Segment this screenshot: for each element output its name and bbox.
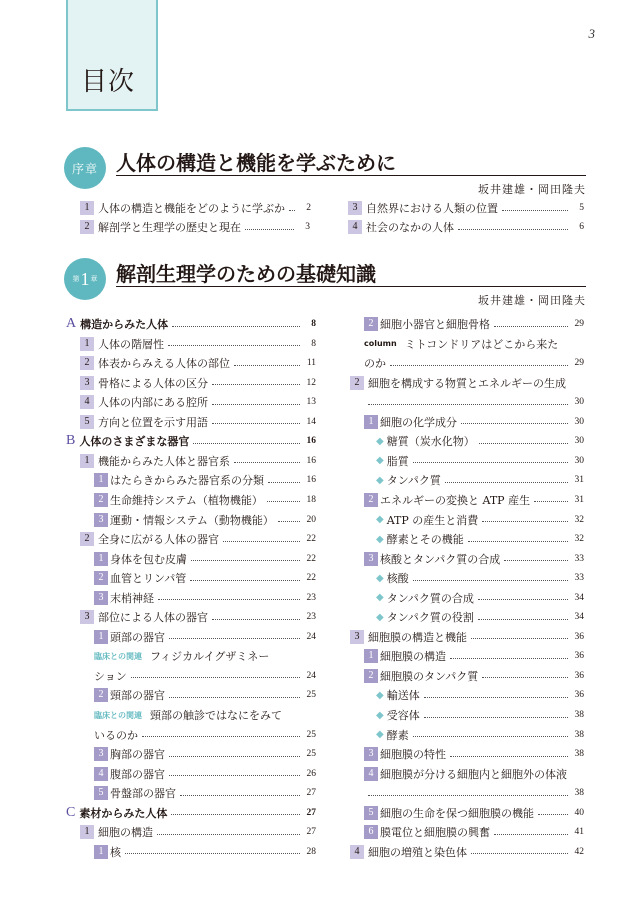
leader-dots — [413, 580, 568, 581]
entry-label: 核酸 — [386, 572, 409, 586]
leader-dots — [212, 619, 300, 620]
section-letter: B — [66, 433, 76, 449]
entry-label: 糖質（炭水化物） — [386, 435, 475, 449]
entry-label: タンパク質の役割 — [386, 611, 474, 625]
leader-dots — [267, 501, 300, 502]
leader-dots — [482, 521, 568, 522]
leader-dots — [445, 482, 568, 483]
entry-page: 42 — [574, 846, 584, 857]
leader-dots — [158, 599, 300, 600]
entry-label: タンパク質 — [386, 474, 441, 488]
leader-dots — [289, 210, 295, 211]
entry-page: 30 — [574, 416, 584, 427]
entry-label: エネルギーの変換と ATP 産生 — [380, 493, 531, 507]
diamond-bullet-icon: ◆ — [376, 474, 384, 486]
clinical-tag: 臨床との関連 — [94, 651, 142, 661]
diamond-bullet-icon: ◆ — [376, 729, 384, 741]
toc-entry-sub[interactable] — [94, 745, 316, 763]
entry-number: 1 — [80, 454, 94, 468]
chapter-badge: 第 1 章 — [64, 258, 106, 300]
toc-entry-clinical[interactable] — [94, 647, 316, 665]
toc-entry-sub[interactable] — [364, 823, 584, 841]
leader-dots — [468, 541, 568, 542]
entry-page: 30 — [574, 436, 584, 447]
toc-entry-sub[interactable] — [364, 765, 584, 783]
toc-entry-cont[interactable] — [364, 354, 584, 372]
leader-dots — [424, 717, 568, 718]
entry-label: 細胞膜の構造 — [380, 650, 446, 664]
entry-page: 16 — [306, 455, 316, 466]
diamond-bullet-icon: ◆ — [376, 611, 384, 623]
entry-label: 血管とリンパ管 — [110, 572, 187, 586]
entry-label: 方向と位置を示す用語 — [98, 415, 208, 429]
diamond-bullet-icon: ◆ — [376, 572, 384, 584]
entry-page: 5 — [579, 203, 584, 213]
entry-label: 受容体 — [386, 709, 420, 722]
entry-page: 36 — [574, 670, 584, 681]
toc-entry-sub[interactable] — [94, 686, 316, 704]
toc-entry-sub[interactable] — [94, 589, 316, 607]
entry-page: 31 — [574, 494, 584, 505]
toc-entry-item[interactable] — [80, 374, 316, 392]
toc-entry-item[interactable] — [80, 335, 316, 353]
entry-label: 運動・情報システム（動物機能） — [110, 513, 274, 527]
entry-number: 3 — [80, 610, 94, 624]
entry-page: 6 — [579, 222, 584, 232]
entry-label: 構造からみた人体 — [80, 318, 169, 331]
toc-entry-sub[interactable] — [364, 745, 584, 763]
entry-page: 38 — [574, 729, 584, 740]
entry-number: 1 — [80, 337, 94, 351]
entry-label: 解剖学と生理学の歴史と現在 — [98, 221, 241, 234]
leader-dots — [180, 795, 300, 796]
toc-entry-dia[interactable] — [376, 569, 584, 587]
subentry-number: 4 — [364, 767, 378, 781]
subentry-number: 3 — [94, 591, 108, 605]
entry-page: 20 — [306, 514, 316, 525]
entry-page: 27 — [306, 807, 316, 818]
chapter-title: 人体の構造と機能を学ぶために — [116, 151, 396, 175]
toc-entry-dia[interactable] — [376, 511, 584, 529]
entry-label: 末梢神経 — [110, 591, 154, 605]
entry-number: 4 — [350, 845, 364, 859]
toc-entry-sub[interactable] — [94, 569, 316, 587]
entry-label: ション — [94, 669, 127, 683]
toc-entry-item[interactable] — [80, 452, 316, 470]
toc-entry-sub[interactable] — [94, 491, 316, 509]
entry-label: いるのか — [94, 728, 138, 742]
leader-dots — [534, 501, 568, 502]
entry-number: 2 — [350, 376, 364, 390]
entry-page: 8 — [311, 319, 316, 329]
leader-dots — [413, 736, 568, 737]
leader-dots — [368, 404, 568, 405]
leader-dots — [142, 736, 300, 737]
toc-entry-dia[interactable] — [376, 726, 584, 744]
leader-dots — [278, 521, 300, 522]
toc-entry-dia[interactable] — [376, 686, 584, 704]
leader-dots — [390, 365, 568, 366]
entry-page: 16 — [306, 436, 316, 447]
toc-entry[interactable] — [348, 218, 584, 236]
entry-page: 24 — [306, 631, 316, 642]
toc-entry-item[interactable] — [80, 530, 316, 548]
entry-label: 細胞の構造 — [98, 826, 153, 840]
entry-label: 脂質 — [386, 454, 409, 468]
entry-label: ATP の産生と消費 — [386, 513, 479, 527]
entry-page: 29 — [574, 358, 584, 369]
entry-label: 生命維持システム（植物機能） — [110, 493, 263, 507]
entry-number: 2 — [80, 532, 94, 546]
entry-number: 1 — [80, 201, 94, 215]
entry-page: 22 — [306, 534, 316, 545]
toc-entry-sub[interactable] — [94, 628, 316, 646]
subentry-number: 3 — [364, 552, 378, 566]
toc-entry-dia[interactable] — [376, 432, 584, 450]
entry-label: 細胞を構成する物質とエネルギーの生成 — [368, 376, 566, 390]
leader-dots — [413, 462, 568, 463]
entry-label: 身体を包む皮膚 — [110, 552, 187, 566]
leader-dots — [368, 795, 568, 796]
toc-entry-sub[interactable] — [94, 765, 316, 783]
entry-label: 細胞膜の構造と機能 — [368, 630, 467, 644]
entry-page: 12 — [306, 377, 316, 388]
entry-page: 33 — [574, 573, 584, 584]
entry-label: タンパク質の合成 — [386, 591, 474, 605]
toc-entry-section[interactable] — [66, 804, 316, 822]
chapter-intro-heading — [64, 147, 586, 197]
leader-dots — [482, 677, 568, 678]
toc-entry-item[interactable] — [350, 374, 584, 392]
entry-label: 人体の階層性 — [98, 337, 164, 351]
leader-dots — [157, 834, 300, 835]
entry-label: 細胞小器官と細胞骨格 — [380, 318, 490, 331]
subentry-number: 2 — [364, 669, 378, 683]
leader-dots — [494, 834, 568, 835]
entry-page: 32 — [574, 534, 584, 545]
toc-entry-sub[interactable] — [364, 413, 584, 431]
toc-entry-clinical[interactable] — [94, 706, 316, 724]
entry-page: 28 — [306, 846, 316, 857]
subentry-number: 2 — [364, 317, 378, 331]
entry-page: 29 — [574, 319, 584, 329]
leader-dots — [193, 443, 300, 444]
leader-dots — [169, 756, 300, 757]
toc-entry-cont[interactable] — [364, 784, 584, 802]
entry-label: 胸部の器官 — [110, 748, 165, 762]
subentry-number: 1 — [94, 552, 108, 566]
entry-page: 34 — [574, 592, 584, 603]
subentry-number: 5 — [94, 786, 108, 800]
toc-entry-dia[interactable] — [376, 452, 584, 470]
leader-dots — [212, 423, 300, 424]
toc-entry-sub[interactable] — [94, 843, 316, 861]
entry-page: 32 — [574, 514, 584, 525]
subentry-number: 4 — [94, 767, 108, 781]
diamond-bullet-icon: ◆ — [376, 455, 384, 467]
toc-entry-section[interactable] — [66, 315, 316, 333]
leader-dots — [538, 814, 568, 815]
toc-entry-item[interactable] — [80, 823, 316, 841]
entry-label: 機能からみた人体と器官系 — [98, 454, 230, 468]
entry-page: 24 — [306, 670, 316, 681]
toc-entry-item[interactable] — [80, 354, 316, 372]
toc-entry-sub[interactable] — [94, 511, 316, 529]
subentry-number: 3 — [364, 747, 378, 761]
diamond-bullet-icon: ◆ — [376, 592, 384, 604]
leader-dots — [502, 210, 568, 211]
entry-page: 3 — [305, 222, 310, 232]
subentry-number: 2 — [364, 493, 378, 507]
leader-dots — [125, 853, 300, 854]
toc-entry-sub[interactable] — [94, 550, 316, 568]
entry-page: 13 — [306, 397, 316, 408]
entry-page: 33 — [574, 553, 584, 564]
leader-dots — [504, 560, 568, 561]
leader-dots — [458, 229, 568, 230]
section-letter: C — [66, 804, 76, 820]
entry-page: 18 — [306, 494, 316, 505]
toc-entry-dia[interactable] — [376, 706, 584, 724]
leader-dots — [450, 658, 568, 659]
leader-dots — [478, 599, 568, 600]
subentry-number: 1 — [94, 473, 108, 487]
toc-entry-item[interactable] — [80, 608, 316, 626]
chapter-authors: 坂井建雄・岡田隆夫 — [478, 183, 586, 196]
leader-dots — [212, 384, 300, 385]
diamond-bullet-icon: ◆ — [376, 533, 384, 545]
toc-entry-sub[interactable] — [94, 471, 316, 489]
entry-page: 31 — [574, 475, 584, 486]
toc-title-box — [66, 0, 158, 111]
entry-label: 核 — [110, 845, 121, 859]
leader-dots — [190, 580, 300, 581]
entry-page: 30 — [574, 455, 584, 466]
subentry-number: 1 — [94, 630, 108, 644]
leader-dots — [268, 482, 300, 483]
toc-entry-item[interactable] — [80, 393, 316, 411]
entry-label: 頸部の器官 — [110, 689, 165, 703]
entry-page: 27 — [306, 788, 316, 799]
entry-page: 36 — [574, 651, 584, 662]
chapter-rule — [116, 286, 586, 287]
entry-page: 38 — [574, 788, 584, 799]
diamond-bullet-icon: ◆ — [376, 709, 384, 721]
column-tag: column — [364, 339, 397, 349]
entry-page: 30 — [574, 397, 584, 408]
leader-dots — [191, 560, 300, 561]
entry-page: 38 — [574, 710, 584, 720]
entry-page: 25 — [306, 729, 316, 740]
entry-number: 5 — [80, 415, 94, 429]
entry-label: ミトコンドリアはどこから来た — [404, 337, 559, 351]
leader-dots — [168, 345, 300, 346]
entry-label: 酵素とその機能 — [386, 533, 464, 547]
entry-page: 36 — [574, 690, 584, 701]
toc-title: 目次 — [81, 67, 136, 97]
leader-dots — [494, 326, 568, 327]
diamond-bullet-icon: ◆ — [376, 514, 384, 525]
toc-entry[interactable] — [348, 199, 584, 217]
entry-number: 1 — [80, 825, 94, 839]
toc-entry-cont[interactable] — [364, 393, 584, 411]
toc-entry-item[interactable] — [80, 413, 316, 431]
leader-dots — [471, 638, 568, 639]
entry-label: 骨盤部の器官 — [110, 787, 176, 801]
subentry-number: 6 — [364, 825, 378, 839]
toc-entry-sub[interactable] — [364, 647, 584, 665]
subentry-number: 1 — [94, 845, 108, 859]
entry-label: のか — [364, 357, 386, 371]
leader-dots — [450, 756, 568, 757]
chapter-badge: 序章 — [64, 147, 106, 189]
entry-label: 輸送体 — [386, 689, 420, 703]
toc-entry-item[interactable] — [350, 843, 584, 861]
entry-page: 14 — [306, 416, 316, 427]
entry-label: 細胞の化学成分 — [380, 415, 457, 429]
entry-page: 16 — [306, 475, 316, 486]
leader-dots — [169, 638, 300, 639]
subentry-number: 2 — [94, 688, 108, 702]
entry-label: 細胞膜のタンパク質 — [380, 669, 479, 683]
entry-number: 3 — [348, 201, 362, 215]
entry-page: 36 — [574, 631, 584, 642]
leader-dots — [172, 326, 300, 327]
section-letter: A — [66, 316, 77, 331]
entry-page: 25 — [306, 749, 316, 760]
entry-page: 34 — [574, 612, 584, 623]
entry-number: 4 — [80, 395, 94, 409]
entry-label: 酵素 — [386, 728, 409, 742]
toc-entry-dia[interactable] — [376, 471, 584, 489]
entry-number: 3 — [350, 630, 364, 644]
entry-page: 38 — [574, 749, 584, 760]
page-number: 3 — [588, 26, 595, 41]
entry-page: 41 — [574, 827, 584, 838]
toc-entry-item[interactable] — [350, 628, 584, 646]
entry-label: フィジカルイグザミネー — [150, 650, 270, 664]
clinical-tag: 臨床との関連 — [94, 710, 142, 720]
entry-page: 23 — [306, 612, 316, 623]
entry-page: 23 — [306, 592, 316, 603]
entry-label: 細胞の増殖と染色体 — [368, 845, 467, 859]
leader-dots — [478, 619, 568, 620]
entry-label: 体表からみえる人体の部位 — [98, 357, 230, 371]
entry-number: 2 — [80, 220, 94, 234]
entry-label: 骨格による人体の区分 — [98, 376, 208, 390]
entry-label: 人体の構造と機能をどのように学ぶか — [98, 202, 285, 215]
entry-page: 2 — [306, 203, 311, 213]
subentry-number: 1 — [364, 415, 378, 429]
leader-dots — [223, 541, 300, 542]
entry-label: 膜電位と細胞膜の興奮 — [380, 826, 490, 840]
leader-dots — [479, 443, 568, 444]
entry-label: 細胞膜の特性 — [380, 748, 446, 762]
leader-dots — [131, 677, 300, 678]
toc-entry-dia[interactable] — [376, 589, 584, 607]
leader-dots — [234, 365, 300, 366]
entry-label: 人体のさまざまな器官 — [79, 435, 190, 449]
leader-dots — [234, 462, 300, 463]
entry-page: 40 — [574, 807, 584, 818]
entry-number: 3 — [80, 376, 94, 390]
toc-entry-sub[interactable] — [364, 491, 584, 509]
entry-label: 核酸とタンパク質の合成 — [380, 552, 501, 566]
entry-label: 部位による人体の器官 — [98, 611, 208, 625]
subentry-number: 3 — [94, 513, 108, 527]
toc-entry-dia[interactable] — [376, 608, 584, 626]
chapter-rule — [116, 175, 586, 176]
toc-entry-sub[interactable] — [364, 315, 584, 333]
subentry-number: 2 — [94, 571, 108, 585]
entry-label: はたらきからみた器官系の分類 — [110, 474, 264, 488]
entry-page: 22 — [306, 553, 316, 564]
toc-entry-sub[interactable] — [364, 804, 584, 822]
leader-dots — [471, 853, 568, 854]
entry-label: 頸部の触診ではなにをみて — [150, 709, 282, 722]
toc-entry[interactable] — [80, 218, 310, 236]
entry-page: 8 — [311, 338, 316, 349]
toc-entry-dia[interactable] — [376, 530, 584, 548]
leader-dots — [169, 775, 300, 776]
entry-label: 社会のなかの人体 — [366, 221, 454, 234]
entry-number: 4 — [348, 220, 362, 234]
diamond-bullet-icon: ◆ — [376, 689, 384, 701]
entry-label: 自然界における人類の位置 — [366, 202, 498, 215]
toc-entry-column[interactable] — [364, 335, 584, 353]
entry-page: 22 — [306, 573, 316, 584]
entry-label: 人体の内部にある腔所 — [98, 396, 208, 410]
subentry-number: 3 — [94, 747, 108, 761]
subentry-number: 5 — [364, 806, 378, 820]
leader-dots — [245, 229, 294, 230]
entry-page: 25 — [306, 690, 316, 701]
entry-page: 26 — [306, 768, 316, 779]
leader-dots — [169, 697, 300, 698]
entry-label: 細胞膜が分ける細胞内と細胞外の体液 — [380, 767, 567, 781]
subentry-number: 1 — [364, 649, 378, 663]
subentry-number: 2 — [94, 493, 108, 507]
leader-dots — [424, 697, 568, 698]
leader-dots — [212, 404, 300, 405]
toc-entry-cont[interactable] — [94, 667, 316, 685]
entry-label: 素材からみた人体 — [79, 806, 168, 820]
toc-entry-cont[interactable] — [94, 726, 316, 744]
entry-number: 2 — [80, 356, 94, 370]
chapter-1-heading — [64, 258, 586, 308]
diamond-bullet-icon: ◆ — [376, 435, 384, 447]
toc-entry-sub[interactable] — [364, 667, 584, 685]
entry-label: 頭部の器官 — [110, 630, 165, 644]
toc-entry-section[interactable] — [66, 432, 316, 450]
chapter-authors: 坂井建雄・岡田隆夫 — [478, 294, 586, 307]
toc-entry-sub[interactable] — [94, 784, 316, 802]
entry-page: 27 — [306, 827, 316, 838]
toc-entry-sub[interactable] — [364, 550, 584, 568]
entry-label: 細胞の生命を保つ細胞膜の機能 — [380, 806, 534, 820]
toc-entry[interactable] — [80, 199, 310, 217]
entry-label: 全身に広がる人体の器官 — [98, 533, 219, 547]
entry-page: 11 — [306, 358, 316, 369]
leader-dots — [171, 814, 300, 815]
leader-dots — [461, 423, 568, 424]
entry-label: 腹部の器官 — [110, 767, 165, 781]
chapter-title: 解剖生理学のための基礎知識 — [116, 262, 376, 286]
